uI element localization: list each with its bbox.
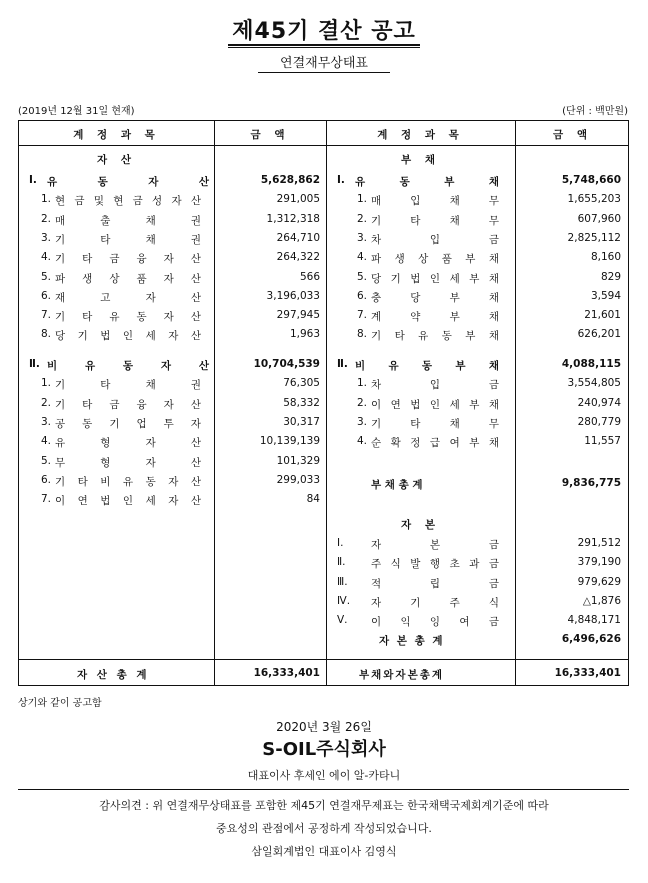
item-label: 기 타 금 융 자 산 (55, 398, 201, 411)
header-account-left: 계 정 과 목 (73, 129, 160, 141)
item-number: 1. (357, 193, 368, 206)
item-label: 재 고 자 산 (55, 291, 201, 304)
item-label: 이 연 법 인 세 자 산 (55, 495, 201, 508)
item-number: 8. (41, 328, 52, 341)
title-underline (228, 44, 420, 46)
equity-value: 379,190 (577, 556, 621, 569)
item-number: 2. (357, 212, 368, 225)
item-number: 3. (357, 231, 368, 244)
notice-statement: 상기와 같이 공고함 (18, 698, 102, 709)
group-numeral: Ⅱ. (337, 358, 348, 370)
item-number: 1. (357, 377, 368, 390)
item-label: 차 입 금 (371, 233, 499, 246)
ceo-name: 대표이사 후세인 에이 알-카타니 (247, 769, 401, 782)
publish-date: 2020년 3월 26일 (276, 720, 372, 734)
item-value: 84 (306, 493, 320, 506)
item-number: 3. (41, 415, 52, 428)
statement-date: (2019년 12월 31일 현재) (18, 106, 135, 117)
item-number: 3. (357, 415, 368, 428)
equity-numeral: Ⅴ. (337, 614, 348, 627)
item-value: 607,960 (577, 212, 621, 225)
item-value: 291,005 (276, 193, 320, 206)
title-underline-thin (228, 47, 420, 48)
item-number: 1. (41, 193, 52, 206)
equity-total-label: 자 본 총 계 (379, 635, 445, 647)
asset-total-value: 16,333,401 (253, 667, 320, 679)
item-label: 차 입 금 (371, 379, 499, 392)
item-value: 566 (299, 270, 320, 283)
group-total: 10,704,539 (253, 358, 320, 370)
item-number: 5. (357, 270, 368, 283)
equity-label: 적 립 금 (371, 577, 499, 590)
group-label: 비 유 동 부 채 (355, 360, 499, 372)
item-label: 현 금 및 현 금 성 자 산 (55, 195, 201, 208)
item-label: 파 생 상 품 자 산 (55, 272, 201, 285)
asset-total-label: 자 산 총 계 (77, 669, 150, 681)
item-label: 무 형 자 산 (55, 456, 201, 469)
header-rule (19, 145, 628, 146)
item-number: 7. (357, 309, 368, 322)
equity-value: 979,629 (577, 575, 621, 588)
page-subtitle: 연결재무상태표 (280, 56, 368, 71)
item-value: 297,945 (276, 309, 320, 322)
audit-opinion-cont: 중요성의 관점에서 공정하게 작성되었습니다. (216, 822, 432, 835)
group-total: 4,088,115 (561, 358, 621, 370)
item-label: 당 기 법 인 세 부 채 (371, 272, 499, 285)
unit-label: (단위 : 백만원) (562, 106, 628, 117)
item-label: 이 연 법 인 세 부 채 (371, 398, 499, 411)
equity-value: 291,512 (577, 537, 621, 549)
item-label: 순 확 정 급 여 부 채 (371, 437, 499, 450)
equity-numeral: Ⅲ. (337, 575, 348, 588)
group-total: 5,748,660 (561, 174, 621, 186)
item-label: 기 타 채 권 (55, 233, 201, 246)
item-label: 유 형 자 산 (55, 437, 201, 450)
item-value: 3,196,033 (266, 289, 320, 302)
item-number: 4. (357, 435, 368, 448)
item-label: 기 타 금 융 자 산 (55, 253, 201, 266)
group-numeral: Ⅱ. (29, 358, 40, 370)
item-value: 21,601 (584, 309, 621, 322)
item-number: 5. (41, 454, 52, 467)
equity-label: 이 익 잉 여 금 (371, 616, 499, 629)
liability-total-value: 9,836,775 (561, 477, 621, 489)
item-value: 280,779 (577, 415, 621, 428)
footer-divider (18, 789, 629, 790)
section-equity: 자 본 (401, 519, 440, 531)
item-value: 1,312,318 (266, 212, 320, 225)
item-number: 5. (41, 270, 52, 283)
equity-numeral: Ⅰ. (337, 537, 344, 549)
item-value: 1,655,203 (567, 193, 621, 206)
item-value: 626,201 (577, 328, 621, 341)
group-total: 5,628,862 (260, 174, 320, 186)
item-label: 기 타 채 무 (371, 417, 499, 430)
equity-numeral: Ⅳ. (337, 594, 351, 607)
item-label: 기 타 유 동 자 산 (55, 311, 201, 324)
item-value: 1,963 (289, 328, 320, 341)
item-number: 6. (41, 289, 52, 302)
item-number: 4. (357, 251, 368, 264)
item-value: 829 (600, 270, 621, 283)
item-value: 2,825,112 (567, 231, 621, 244)
equity-total-value: 6,496,626 (561, 633, 621, 645)
item-label: 당 기 법 인 세 자 산 (55, 330, 201, 343)
audit-opinion: 감사의견 : 위 연결재무상태표를 포함한 제45기 연결재무제표는 한국채택국제회계기준에 따라 (99, 799, 549, 812)
item-value: 11,557 (584, 435, 621, 448)
item-number: 2. (41, 396, 52, 409)
item-label: 매 출 채 권 (55, 214, 201, 227)
item-number: 6. (41, 473, 52, 486)
total-rule (19, 659, 628, 660)
balance-sheet-table (18, 120, 629, 686)
item-value: 58,332 (283, 396, 320, 409)
header-amount-left: 금 액 (250, 129, 290, 141)
item-label: 기 타 유 동 부 채 (371, 330, 499, 343)
item-number: 1. (41, 377, 52, 390)
item-value: 30,317 (283, 415, 320, 428)
group-numeral: Ⅰ. (29, 174, 37, 186)
item-label: 기 타 채 무 (371, 214, 499, 227)
item-value: 264,710 (276, 231, 320, 244)
group-label: 유 동 부 채 (355, 176, 499, 188)
section-assets: 자 산 (97, 154, 136, 166)
column-divider-center (326, 121, 327, 685)
item-value: 299,033 (276, 473, 320, 486)
item-label: 계 약 부 채 (371, 311, 499, 324)
subtitle-underline (258, 72, 390, 73)
liability-total-label: 부 채 총 계 (371, 479, 423, 491)
equity-label: 자 본 금 (371, 539, 499, 551)
item-label: 충 당 부 채 (371, 291, 499, 304)
item-value: 76,305 (283, 377, 320, 390)
item-label: 기 타 비 유 동 자 산 (55, 475, 201, 488)
liab-equity-total-value: 16,333,401 (554, 667, 621, 679)
equity-numeral: Ⅱ. (337, 556, 346, 569)
page-title: 제45기 결산 공고 (232, 19, 416, 44)
item-value: 101,329 (276, 454, 320, 467)
item-number: 7. (41, 493, 52, 506)
item-value: 10,139,139 (259, 435, 320, 448)
company-name: S-OIL주식회사 (262, 739, 386, 760)
group-numeral: Ⅰ. (337, 174, 345, 186)
liab-equity-total-label: 부채와자본총계 (359, 669, 445, 681)
equity-label: 주 식 발 행 초 과 금 (371, 558, 499, 571)
item-number: 2. (357, 396, 368, 409)
header-account-right: 계 정 과 목 (377, 129, 464, 141)
equity-value: △1,876 (582, 594, 621, 607)
item-label: 공 동 기 업 투 자 (55, 417, 201, 430)
item-value: 240,974 (577, 396, 621, 409)
item-value: 3,554,805 (567, 377, 621, 390)
equity-label: 자 기 주 식 (371, 596, 499, 609)
item-label: 매 입 채 무 (371, 195, 499, 208)
group-label: 비 유 동 자 산 (47, 360, 209, 372)
item-value: 3,594 (590, 289, 621, 302)
item-number: 8. (357, 328, 368, 341)
equity-value: 4,848,171 (567, 614, 621, 627)
item-label: 파 생 상 품 부 채 (371, 253, 499, 266)
item-number: 2. (41, 212, 52, 225)
item-number: 7. (41, 309, 52, 322)
item-label: 기 타 채 권 (55, 379, 201, 392)
item-number: 3. (41, 231, 52, 244)
item-value: 264,322 (276, 251, 320, 264)
item-number: 4. (41, 435, 52, 448)
group-label: 유 동 자 산 (47, 176, 209, 188)
section-liabilities: 부 채 (401, 154, 440, 166)
item-number: 4. (41, 251, 52, 264)
header-amount-right: 금 액 (553, 129, 592, 141)
item-value: 8,160 (590, 251, 621, 264)
item-number: 6. (357, 289, 368, 302)
auditor-name: 삼일회계법인 대표이사 김영식 (251, 845, 397, 858)
